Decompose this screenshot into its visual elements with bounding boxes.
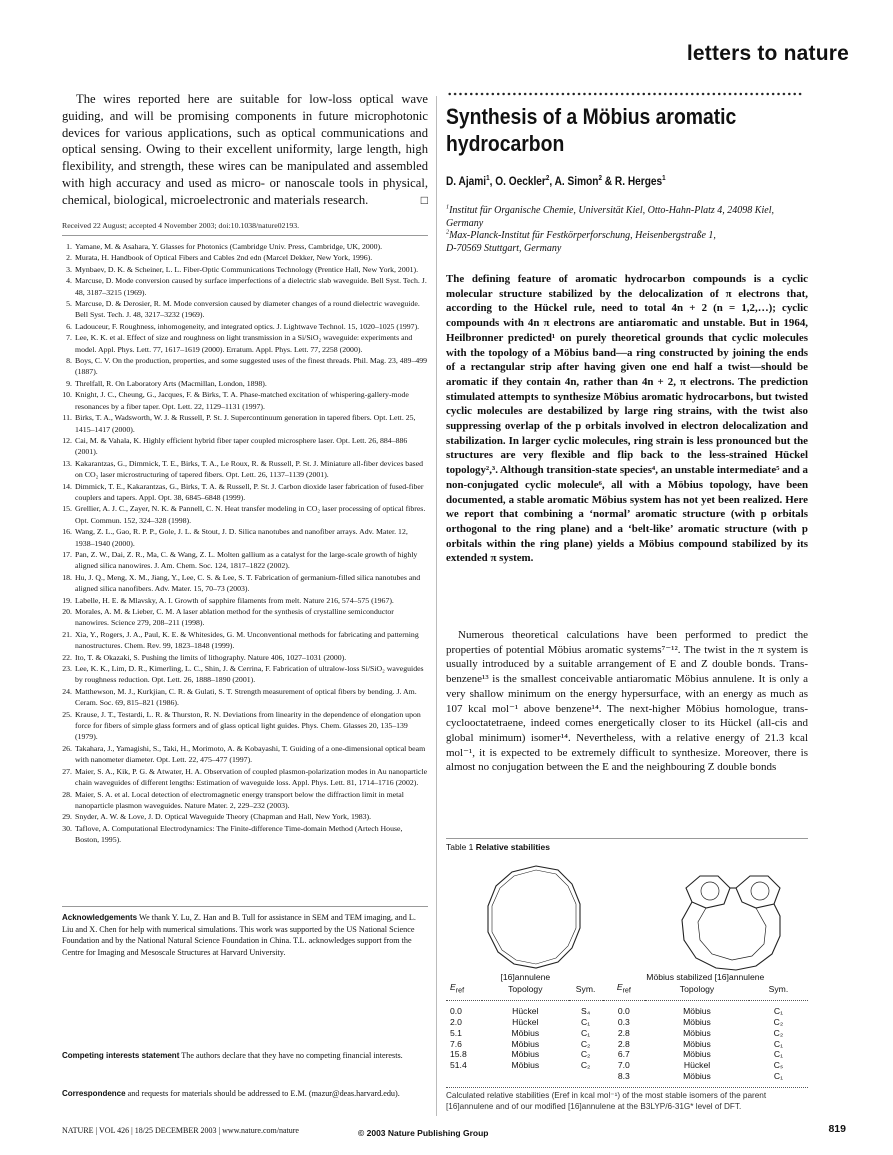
reference-text: Lee, K. K. et al. Effect of size and roughness on light transmission in a Si/SiO₂ waveguide: experiments and model. Appl. Phys. Lett. 77, 1617–1619 (2000). Erratum. Appl. Phys. Lett. 77, 2258 (2000). <box>75 333 413 354</box>
reference-text: Dimmick, T. E., Kakarantzas, G., Birks, T. A. & Russell, P. St. J. Carbon dioxide laser fabrication of fused-fiber couplers and tapers. Appl. Opt. 38, 6845–6848 (1999). <box>75 481 424 502</box>
table-cell-s2: C₁ <box>773 1006 783 1017</box>
journal-section-title: letters to nature <box>686 42 849 65</box>
group-left-label: [16]annulene <box>500 972 551 982</box>
table-cell-e2: 7.0 <box>617 1059 630 1070</box>
reference-number: 20. <box>62 607 72 616</box>
corr-label: Correspondence <box>62 1089 126 1098</box>
reference-number: 11. <box>62 413 72 423</box>
correspondence <box>62 1088 428 1100</box>
received-line: Received 22 August; accepted 4 November 2003; doi:10.1038/nature02193. <box>62 221 300 230</box>
reference-text: Cai, M. & Vahala, K. Highly efficient hybrid fiber taper coupled microsphere laser. Opt. Lett. 26, 884–886 (2001). <box>75 435 408 457</box>
reference-number: 19. <box>62 595 72 605</box>
table-cell-t2: Möbius <box>683 1006 711 1017</box>
reference-item <box>62 332 428 355</box>
reference-item <box>62 241 428 252</box>
reference-number: 24. <box>62 686 72 696</box>
table-cell-e1: 7.6 <box>450 1038 462 1049</box>
table-footnote: Calculated relative stabilities (Eref in kcal mol⁻¹) of the most stable isomers of the parent [16]annulene and of our modified [16]annulene at the B3LYP/6-31G* level of DFT. <box>446 1091 767 1111</box>
col-sym-2: Sym. <box>749 982 808 1001</box>
reference-item <box>62 811 428 822</box>
divider <box>446 1087 808 1089</box>
table-cell-s1 <box>569 1071 603 1082</box>
reference-number: 30. <box>62 823 72 833</box>
molecule-structures <box>446 858 808 978</box>
reference-number: 27. <box>62 766 72 776</box>
affiliation-2: $^2$Max-Planck-Institut für Festkörperforschung, Heisenbergstraße 1, D-70569 Stuttgart, Germany <box>446 229 716 255</box>
table-cell-e2: 0.0 <box>617 1006 630 1017</box>
table-cell-s1: C₂ <box>580 1038 591 1049</box>
reference-item <box>62 481 428 504</box>
author-separator: & <box>601 176 615 188</box>
reference-item <box>62 355 428 378</box>
competing-interests <box>62 1050 428 1062</box>
reference-item <box>62 549 428 572</box>
table-caption: Table 1 Relative stabilities <box>446 842 550 852</box>
reference-number: 2. <box>66 253 72 263</box>
table-cell-s2: Cₛ <box>773 1059 784 1070</box>
reference-text: Threlfall, R. On Laboratory Arts (Macmillan, London, 1898). <box>75 378 267 388</box>
reference-number: 29. <box>62 812 72 822</box>
reference-number: 14. <box>62 481 72 491</box>
reference-text: Knight, J. C., Cheung, G., Jacques, F. & Birks, T. A. Phase-matched excitation of whispering-gallery-mode resonances by a fiber taper. Opt. Lett. 22, 1129–1131 (1997). <box>75 390 409 411</box>
reference-number: 3. <box>66 264 72 274</box>
corr-text: and requests for materials should be addressed to E.M. (mazur@deas.harvard.edu). <box>127 1089 400 1098</box>
reference-number: 22. <box>62 652 72 662</box>
reference-text: Taflove, A. Computational Electrodynamics: The Finite-difference Time-domain Method (Artech House, Boston, 1995). <box>75 823 403 845</box>
reference-text: Snyder, A. W. & Love, J. D. Optical Waveguide Theory (Chapman and Hall, New York, 1983). <box>75 812 372 822</box>
table-row <box>446 1028 808 1039</box>
reference-number: 23. <box>62 664 72 674</box>
article-title: Synthesis of a Möbius aromatic hydrocarbon <box>446 104 737 156</box>
reference-item <box>62 298 428 321</box>
reference-text: Ladouceur, F. Roughness, inhomogeneity, and integrated optics. J. Lightwave Technol. 15, 1020–1025 (1997). <box>75 321 420 331</box>
reference-text: Yamane, M. & Asahara, Y. Glasses for Photonics (Cambridge Univ. Press, Cambridge, UK, 2000). <box>75 242 383 251</box>
reference-item <box>62 321 428 332</box>
author-name: A. Simon <box>554 176 599 188</box>
table-cell-e1: 2.0 <box>450 1017 462 1028</box>
table-cell-e1: 5.1 <box>450 1027 462 1038</box>
reference-item <box>62 378 428 389</box>
reference-item <box>62 743 428 766</box>
reference-number: 21. <box>62 629 72 639</box>
intro-paragraph <box>62 91 428 209</box>
reference-item <box>62 709 428 743</box>
divider <box>62 235 428 236</box>
table-row <box>446 1001 808 1017</box>
page-number: 819 <box>828 1123 846 1135</box>
table-row <box>446 1049 808 1060</box>
table-cell-e1 <box>446 1071 482 1082</box>
reference-text: Grellier, A. J. C., Zayer, N. K. & Pannell, C. N. Heat transfer modeling in CO₂ laser processing of optical fibres. Opt. Commun. 152, 324–328 (1998). <box>75 504 426 525</box>
divider <box>446 838 808 839</box>
reference-item <box>62 503 428 526</box>
table-cell-t1: Möbius <box>511 1038 540 1049</box>
reference-number: 4. <box>66 276 72 286</box>
table-cell-e2: 8.3 <box>617 1070 630 1081</box>
reference-number: 28. <box>62 789 72 799</box>
author-affiliation-mark: 1 <box>662 174 666 183</box>
reference-text: Ito, T. & Okazaki, S. Pushing the limits of lithography. Nature 406, 1027–1031 (2000). <box>75 652 347 662</box>
reference-item <box>62 572 428 595</box>
col-sym-1: Sym. <box>569 982 603 1001</box>
reference-item <box>62 595 428 606</box>
table-cell-s2: C₂ <box>773 1027 784 1038</box>
end-mark: □ <box>420 192 428 207</box>
dotted-rule <box>447 92 804 96</box>
table-cell-e1: 51.4 <box>450 1059 467 1070</box>
reference-text: Takahara, J., Yamagishi, S., Taki, H., Morimoto, A. & Kobayashi, T. Guiding of a one-dimensional optical beam with nanometer diameter. Opt. Lett. 22, 475–477 (1997). <box>75 743 426 765</box>
affiliations <box>446 205 808 256</box>
table-cell-t2: Möbius <box>683 1038 711 1049</box>
col-eref-2: $E_{ref}$ <box>603 982 645 1001</box>
reference-text: Kakarantzas, G., Dimmick, T. E., Birks, T. A., Le Roux, R. & Russell, P. St. J. Miniature all-fiber devices based on CO₂ laser microstructuring of tapered fibers. Opt. Lett. 26, 1137–1139 (2001). <box>75 458 424 480</box>
reference-text: Marcuse, D. & Derosier, R. M. Mode conversion caused by diameter changes of a round dielectric waveguide. Bell Syst. Tech. J. 48, 3217–3232 (1969). <box>75 299 420 320</box>
table-cell-s2: C₁ <box>773 1049 783 1060</box>
reference-text: Mynbaev, D. K. & Scheiner, L. L. Fiber-Optic Communications Technology (Prentice Hall, New York, 2001). <box>75 264 419 274</box>
reference-text: Lee, K. K., Lim, D. R., Kimerling, L. C., Shin, J. & Cerrina, F. Fabrication of ultralow-loss Si/SiO₂ waveguides by roughness reduction. Opt. Lett. 26, 1888–1890 (2001). <box>75 664 424 685</box>
table-cell-s1: S₄ <box>580 1006 591 1017</box>
reference-number: 12. <box>62 435 72 445</box>
ack-label: Acknowledgements <box>62 913 138 922</box>
table-cell-t1: Möbius <box>511 1059 540 1070</box>
reference-item <box>62 823 428 846</box>
reference-number: 26. <box>62 743 72 753</box>
reference-text: Xia, Y., Rogers, J. A., Paul, K. E. & Whitesides, G. M. Unconventional methods for fabricating and patterning nanostructures. Chem. Rev. 99, 1823–1848 (1999). <box>75 629 419 651</box>
reference-number: 13. <box>62 458 72 468</box>
table-cell-e2: 0.3 <box>617 1017 630 1028</box>
reference-item <box>62 652 428 663</box>
reference-item <box>62 629 428 652</box>
table-cell-e2: 6.7 <box>617 1049 630 1060</box>
reference-number: 6. <box>66 321 72 331</box>
reference-number: 18. <box>62 572 72 582</box>
reference-number: 16. <box>62 527 72 537</box>
col-topology-1: Topology <box>482 982 568 1001</box>
reference-item <box>62 264 428 275</box>
reference-text: Birks, T. A., Wadsworth, W. J. & Russell, P. St. J. Supercontinuum generation in tapered fibers. Opt. Lett. 25, 1415–1417 (2000). <box>75 413 416 434</box>
col-topology-2: Topology <box>645 982 749 1001</box>
table-cell-e2: 2.8 <box>617 1038 630 1049</box>
reference-list <box>62 241 428 846</box>
divider <box>62 906 428 907</box>
table-cell-t2: Möbius <box>683 1049 711 1060</box>
competing-label: Competing interests statement <box>62 1051 180 1060</box>
reference-text: Wang, Z. L., Gao, R. P. P., Gole, J. L. & Stout, J. D. Silica nanotubes and nanofiber arrays. Adv. Mater. 12, 1938–1940 (2000). <box>75 527 408 548</box>
reference-number: 8. <box>66 356 72 366</box>
table-cell-t2: Möbius <box>683 1027 711 1038</box>
table-cell-e1: 15.8 <box>450 1049 467 1060</box>
reference-text: Labelle, H. E. & Mlavsky, A. I. Growth of sapphire filaments from melt. Nature 216, 574–575 (1967). <box>75 595 394 605</box>
reference-item <box>62 412 428 435</box>
reference-number: 5. <box>66 299 72 309</box>
acknowledgements <box>62 912 428 958</box>
reference-item <box>62 252 428 263</box>
reference-text: Murata, H. Handbook of Optical Fibers and Cables 2nd edn (Marcel Dekker, New York, 1996). <box>75 253 373 263</box>
table-row <box>446 1071 808 1082</box>
reference-number: 25. <box>62 709 72 719</box>
table-cell-s1: C₂ <box>580 1059 591 1070</box>
table-cell-t1: Möbius <box>511 1049 540 1060</box>
table-cell-t2: Hückel <box>683 1059 711 1070</box>
reference-text: Pan, Z. W., Dai, Z. R., Ma, C. & Wang, Z. L. Molten gallium as a catalyst for the large-scale growth of highly aligned silica nanowires. J. Am. Chem. Soc. 124, 1817–1822 (2002). <box>75 549 418 571</box>
reference-number: 10. <box>62 390 72 400</box>
body-text: Numerous theoretical calculations have been performed to predict the properties of potential Möbius aromatic systems⁷⁻¹². The twist in the π system is usually introduced by a suitable arrangement of E and Z double bonds. Trans-benzene¹³ is the smallest conceivable antiaromatic Möbius annulene. It is only a very shallow minimum on the energy hypersurface, with an energy as much as 107 kcal mol⁻¹ above benzene¹⁴. The next-higher Möbius homologue, trans-cyclooctatetraene, indeed comes energetically closer to its Hückel (all-cis and global minimum) isomer¹⁴. Nevertheless, with a relative energy of 21.3 kcal mol⁻¹, it is expected to be extremely difficult to synthesize. Moreover, there is almost no conjugation between the E and the neighbouring Z double bonds <box>446 629 808 774</box>
reference-number: 7. <box>66 333 72 343</box>
author-affiliation-mark: 1 <box>486 174 490 183</box>
reference-number: 9. <box>66 378 72 388</box>
table-row <box>446 1060 808 1071</box>
author-name: O. Oeckler <box>495 176 546 188</box>
table-cell-t1: Hückel <box>512 1006 539 1017</box>
reference-item <box>62 275 428 298</box>
table-cell-t1 <box>482 1071 568 1082</box>
table-row <box>446 1039 808 1050</box>
reference-item <box>62 766 428 789</box>
reference-item <box>62 389 428 412</box>
table-cell-s1: C₁ <box>581 1017 591 1028</box>
reference-number: 17. <box>62 549 72 559</box>
table-cell-s1: C₂ <box>580 1049 591 1060</box>
author-name: R. Herges <box>614 176 663 188</box>
competing-text: The authors declare that they have no competing financial interests. <box>181 1051 403 1060</box>
abstract: The defining feature of aromatic hydrocarbon compounds is a cyclic molecular structure stabilized by the delocalization of π electrons that, according to the Hückel rule, need to total 4n + 2 (n = 1,2,…); cyclic compounds with 4n π electrons are antiaromatic and unstable. But in 1964, Heilbronner predicted¹ on purely theoretical grounds that cyclic molecules with the topology of a Möbius band—a ring constructed by joining the ends of a rectangular strip after having given one end half a twist—should be aromatic if they contain 4n, rather than 4n + 2, π electrons. The prediction stimulated attempts to synthesize Möbius aromatic hydrocarbons, but twisted cyclic molecules are destabilized by large ring strains, with the twist also suppressing overlap of the p orbitals involved in electron delocalization and stabilization. In larger cyclic molecules, ring strain is less pronounced but the structures are very flexible and flip back to the less-strained Hückel topology²,³. Although transition-state species⁴, an unstable intermediate⁵ and a non-conjugated cyclic molecule⁶, all with a Möbius topology, have been documented, a stable aromatic Möbius system has not yet been realized. Here we report that combining a ‘normal’ aromatic structure (with p orbitals orthogonal to the ring plane) and a ‘belt-like’ aromatic structure (with p orbitals within the ring plane) yields a Möbius compound stabilized by its extended π system. <box>446 273 808 565</box>
author-separator: , <box>489 176 496 188</box>
intro-text: The wires reported here are suitable for low-loss optical wave guiding, and will be promising components in future microphotonic devices for various applications, such as optical communications and optical sensing. Owing to their excellent uniformity, large length, high flexibility, and strength, these wires can be manipulated and assembled with high accuracy and used as micro- or nanoscale tools in physical, chemical, biological, microelectronic and materials research. <box>62 92 428 207</box>
table-cell-t1: Möbius <box>511 1027 540 1038</box>
author-affiliation-mark: 2 <box>545 174 550 183</box>
reference-item <box>62 663 428 686</box>
reference-text: Maier, S. A., Kik, P. G. & Atwater, H. A. Observation of coupled plasmon-polarization modes in Au nanoparticle chain waveguides of different lengths: Estimation of waveguide loss. Appl. Phys. Lett. 81, 1714–1716 (2002). <box>75 766 428 788</box>
author-affiliation-mark: 2 <box>598 174 602 183</box>
author-separator: , <box>549 176 555 188</box>
table-cell-s2: C₂ <box>773 1017 784 1028</box>
table-cell-t1: Hückel <box>512 1017 539 1028</box>
table-cell-e2: 2.8 <box>617 1027 630 1038</box>
column-divider <box>436 96 437 1116</box>
table-row <box>446 1017 808 1028</box>
reference-text: Maier, S. A. et al. Local detection of electromagnetic energy transport below the diffraction limit in metal nanoparticle plasmon waveguides. Nature Mater. 2, 229–232 (2003). <box>75 789 404 810</box>
reference-item <box>62 686 428 709</box>
footer-copyright: © 2003 Nature Publishing Group <box>358 1128 489 1138</box>
reference-number: 1. <box>66 242 72 251</box>
reference-number: 15. <box>62 504 72 514</box>
reference-text: Boys, C. V. On the production, properties, and some suggested uses of the finest threads. Phil. Mag. 23, 489–499 (1887). <box>75 356 428 377</box>
footer-citation: NATURE | VOL 426 | 18/25 DECEMBER 2003 | www.nature.com/nature <box>62 1126 299 1135</box>
affiliation-1: $^1$Institut für Organische Chemie, Universität Kiel, Otto-Hahn-Platz 4, 24098 Kiel, Germany <box>446 203 774 229</box>
reference-text: Morales, A. M. & Lieber, C. M. A laser ablation method for the synthesis of crystalline semiconductor nanowires. Science 279, 208–211 (1998). <box>75 607 394 628</box>
table-cell-s2: C₁ <box>773 1070 783 1081</box>
col-eref-1: $E_{ref}$ <box>446 982 482 1001</box>
table-cell-s1: C₁ <box>581 1027 591 1038</box>
reference-text: Hu, J. Q., Meng, X. M., Jiang, Y., Lee, C. S. & Lee, S. T. Fabrication of germanium-filled silica nanotubes and aligned silica nanofibers. Adv. Mater. 15, 70–73 (2003). <box>75 572 421 594</box>
reference-item <box>62 606 428 629</box>
table-cell-t2: Möbius <box>683 1070 711 1081</box>
reference-text: Krause, J. T., Testardi, L. R. & Thurston, R. N. Deviations from linearity in the dependence of elongation upon force for fibers of simple glass formers and of glass optical light guides. Phys. Chem. Glasses 20, 135–139 (1979). <box>75 709 421 742</box>
ack-text: We thank Y. Lu, Z. Han and B. Tull for assistance in SEM and TEM imaging, and L. Liu and X. Chen for help with numerical simulations. This work was supported by the US National Science Foundation and by the National Natural Science Foundation in China. T.L. acknowledges support from the Centre for Imaging and Mesoscale Structures at Harvard University. <box>62 913 416 957</box>
author-name: D. Ajami <box>446 176 487 188</box>
mobius-structure <box>682 876 780 970</box>
reference-text: Matthewson, M. J., Kurkjian, C. R. & Gulati, S. T. Strength measurement of optical fibers by bending. J. Am. Ceram. Soc. 69, 815–821 (1986). <box>75 686 417 708</box>
reference-item <box>62 789 428 812</box>
group-right-label: Möbius stabilized [16]annulene <box>646 972 765 982</box>
table-cell-s2: C₁ <box>773 1038 783 1049</box>
relative-stabilities-table <box>446 972 808 1081</box>
reference-item <box>62 458 428 481</box>
author-list <box>446 176 807 188</box>
reference-item <box>62 526 428 549</box>
reference-text: Marcuse, D. Mode conversion caused by surface imperfections of a dielectric slab waveguide. Bell Syst. Tech. J. 48, 3187–3215 (1969). <box>75 276 427 297</box>
table-cell-e1: 0.0 <box>450 1006 462 1017</box>
annulene-structure <box>488 866 580 968</box>
table-cell-t2: Möbius <box>683 1017 711 1028</box>
reference-item <box>62 435 428 458</box>
